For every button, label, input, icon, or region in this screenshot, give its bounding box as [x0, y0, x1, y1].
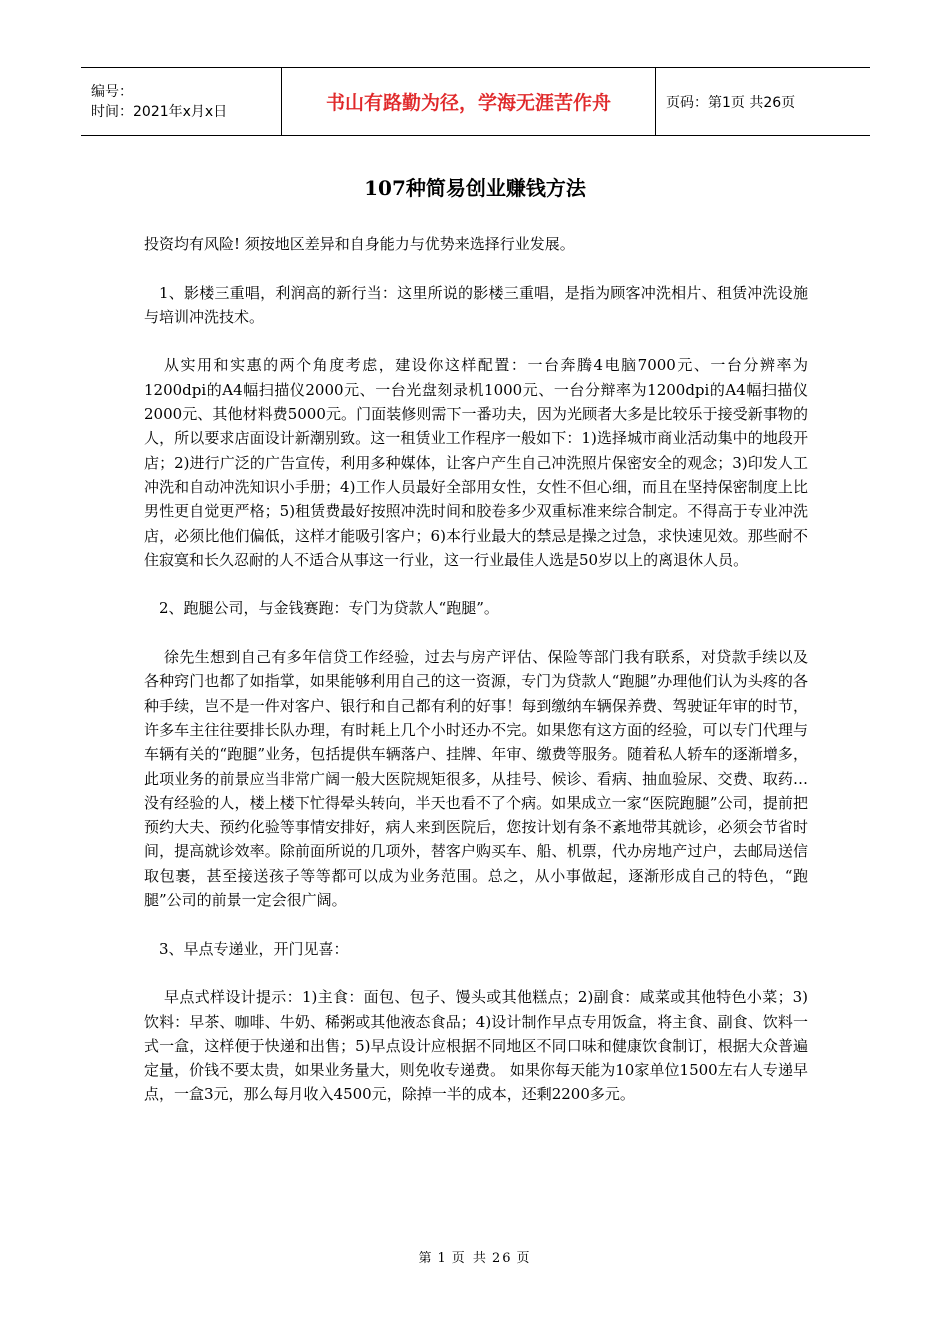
paragraph-item-1-detail: 从实用和实惠的两个角度考虑，建设你这样配置：一台奔腾4电脑7000元、一台分辨率为1200dpi的A4幅扫描仪2000元、一台光盘刻录机1000元、一台分辩率为1200dpi的A4幅扫描仪2000元、其他材料费5000元。门面装修则需下一番功夫，因为光顾者大多是比较乐于接受新事物的人，所以要求店面设计新潮别致。这一租赁业工作程序一般如下：1)选择城市商业活动集中的地段开店；2)进行广泛的广告宣传，利用多种媒体，让客户产生自己冲洗照片保密安全的观念；3)印发人工冲洗和自动冲洗知识小手册；4)工作人员最好全部用女性，女性不但心细，而且在坚持保密制度上比男性更自觉更严格；5)租赁费最好按照冲洗时间和胶卷多少双重标准来综合制定。不得高于专业冲洗店，必须比他们偏低，这样才能吸引客户；6)本行业最大的禁忌是操之过急，求快速见效。那些耐不住寂寞和长久忍耐的人不适合从事这一行业，这一行业最佳人选是50岁以上的离退休人员。	[144, 356, 808, 569]
paragraph-item-1: 1、影楼三重唱，利润高的新行当：这里所说的影楼三重唱，是指为顾客冲洗相片、租赁冲洗设施与培训冲洗技术。	[144, 283, 808, 326]
footer-suffix: 页	[516, 1251, 532, 1266]
footer-prefix: 第	[418, 1251, 434, 1266]
paragraph-item-3-detail: 早点式样设计提示：1)主食：面包、包子、馒头或其他糕点；2)副食：咸菜或其他特色小菜；3)饮料：早茶、咖啡、牛奶、稀粥或其他液态食品；4)设计制作早点专用饭盒，将主食、副食、饮料一式一盒，这样便于快递和出售；5)早点设计应根据不同地区不同口味和健康饮食制订，根据大众普遍定量，价钱不要太贵，如果业务量大，则免收专递费。 如果你每天能为10家单位1500左右人专递早点，一盒3元，那么每月收入4500元，除掉一半的成本，还剩2200多元。	[144, 988, 808, 1104]
header-meta	[81, 68, 281, 135]
header-motto: 书山有路勤为径，学海无涯苦作舟	[281, 68, 656, 135]
footer-mid: 页 共	[451, 1251, 488, 1266]
paragraph-intro: 投资均有风险! 须按地区差异和自身能力与优势来选择行业发展。	[144, 235, 575, 253]
document-body	[144, 232, 808, 1131]
footer-page-number: 1	[437, 1251, 448, 1266]
header-page-info: 页码：第1页 共26页	[666, 94, 796, 111]
footer-total-pages: 26	[491, 1251, 513, 1266]
page-footer	[0, 1247, 950, 1266]
paragraph-item-3: 3、早点专递业，开门见喜：	[159, 939, 349, 958]
paragraph-item-2: 2、跑腿公司，与金钱赛跑：专门为贷款人“跑腿”。	[159, 599, 499, 618]
time-label: 时间：2021年x月x日	[91, 103, 228, 120]
paragraph-item-2-detail: 徐先生想到自己有多年信贷工作经验，过去与房产评估、保险等部门我有联系，对贷款手续以及各种窍门也都了如指掌，如果能够利用自己的这一资源，专门为贷款人“跑腿”办理他们认为头疼的各种手续，岂不是一件对客户、银行和自己都有利的好事！每到缴纳车辆保养费、驾驶证年审的时节，许多车主往往要排长队办理，有时耗上几个小时还办不完。如果您有这方面的经验，可以专门代理与车辆有关的“跑腿”业务，包括提供车辆落户、挂牌、年审、缴费等服务。随着私人轿车的逐渐增多，此项业务的前景应当非常广阔一般大医院规矩很多，从挂号、候诊、看病、抽血验尿、交费、取药…没有经验的人，楼上楼下忙得晕头转向，半天也看不了个病。如果成立一家“医院跑腿”公司，提前把预约大夫、预约化验等事情安排好，病人来到医院后，您按计划有条不紊地带其就诊，必须会节省时间，提高就诊效率。除前面所说的几项外，替客户购买车、船、机票，代办房地产过户，去邮局送信取包裹，甚至接送孩子等等都可以成为业务范围。总之，从小事做起，逐渐形成自己的特色，“跑腿”公司的前景一定会很广阔。	[144, 648, 808, 910]
page-header	[81, 67, 870, 136]
document-title: 107种简易创业赚钱方法	[364, 176, 586, 200]
number-label: 编号：	[91, 83, 133, 100]
